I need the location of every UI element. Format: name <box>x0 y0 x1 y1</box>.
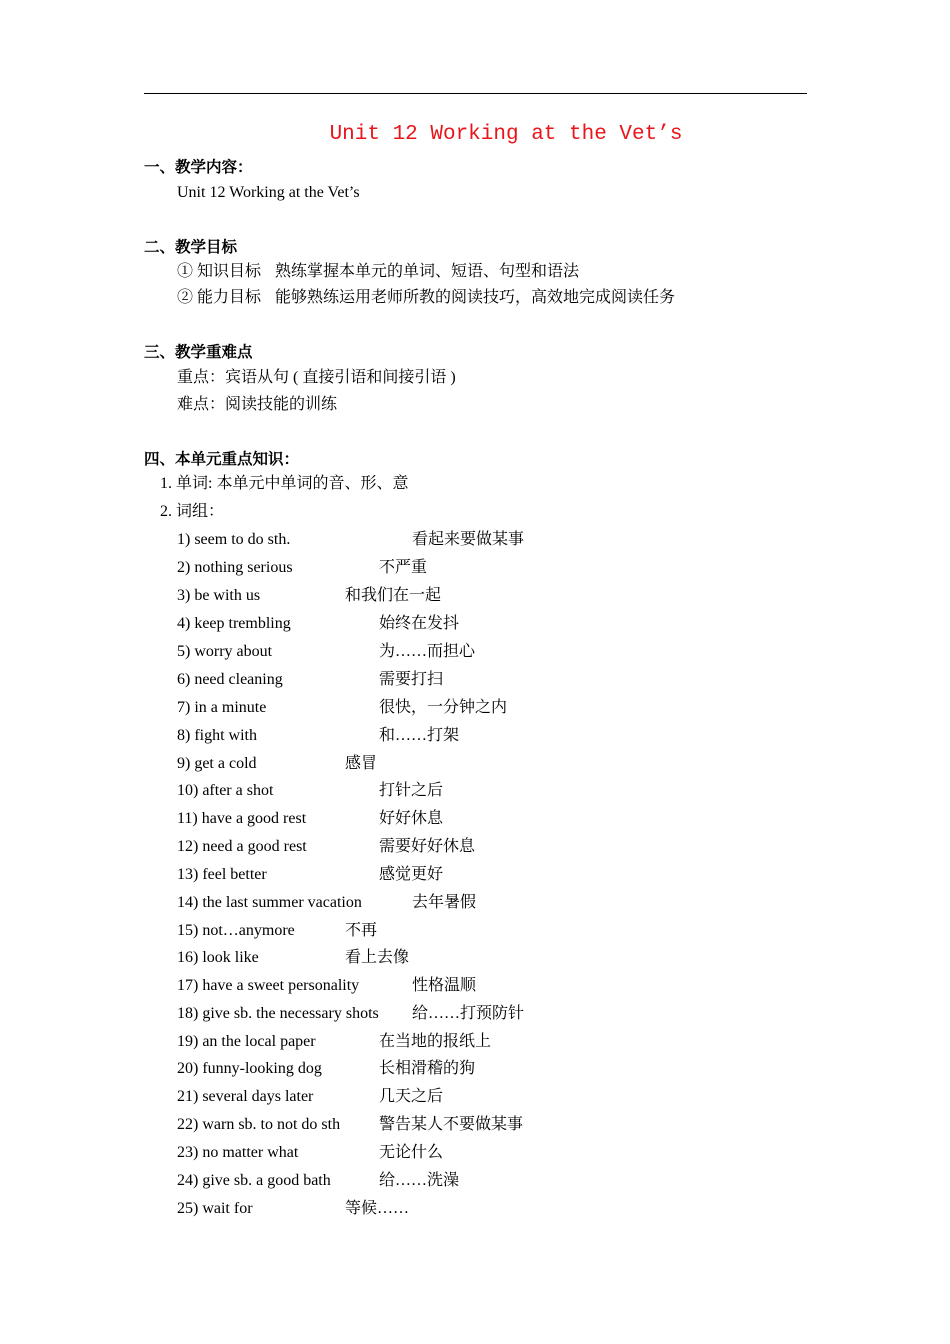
section-4-heading: 四、本单元重点知识： <box>144 450 300 468</box>
phrase-en: 7) in a minute <box>177 699 267 716</box>
phrase-en: 9) get a cold <box>177 755 257 772</box>
phrase-en: 23) no matter what <box>177 1144 299 1161</box>
phrase-cn: 和我们在一起 <box>345 587 442 604</box>
phrase-cn: 很快，一分钟之内 <box>379 699 508 716</box>
phrase-cn: 在当地的报纸上 <box>379 1033 492 1050</box>
phrase-cn: 给……打预防针 <box>412 1005 525 1022</box>
phrase-en: 4) keep trembling <box>177 615 291 632</box>
phrase-en: 21) several days later <box>177 1088 314 1105</box>
phrase-cn: 为……而担心 <box>379 643 476 660</box>
phrase-en: 17) have a sweet personality <box>177 977 360 994</box>
phrase-en: 3) be with us <box>177 587 261 604</box>
phrase-cn: 性格温顺 <box>412 977 477 994</box>
phrase-cn: 几天之后 <box>379 1088 444 1105</box>
objective-1-marker: ① <box>177 263 194 280</box>
vocab-item: 1. 单词: 本单元中单词的音、形、意 <box>160 475 409 492</box>
objective-2-text: 能够熟练运用老师所教的阅读技巧，高效地完成阅读任务 <box>275 289 676 306</box>
difficult-point: 难点：阅读技能的训练 <box>177 396 338 413</box>
phrase-en: 5) worry about <box>177 643 273 660</box>
phrase-en: 11) have a good rest <box>177 810 307 827</box>
phrase-en: 2) nothing serious <box>177 559 293 576</box>
phrase-cn: 和……打架 <box>379 727 460 744</box>
phrase-en: 6) need cleaning <box>177 671 283 688</box>
phrase-cn: 感觉更好 <box>379 866 444 883</box>
phrase-cn: 看上去像 <box>345 949 410 966</box>
objective-1 <box>177 262 579 282</box>
phrase-cn: 打针之后 <box>379 782 444 799</box>
phrase-cn: 无论什么 <box>379 1144 444 1161</box>
key-point: 重点：宾语从句 ( 直接引语和间接引语 ) <box>177 369 456 386</box>
section-2-heading: 二、教学目标 <box>144 238 238 256</box>
objective-1-label: 知识目标 <box>197 263 262 280</box>
phrase-cn: 不再 <box>345 922 378 939</box>
phrase-en: 12) need a good rest <box>177 838 307 855</box>
phrase-en: 16) look like <box>177 949 259 966</box>
phrase-en: 24) give sb. a good bath <box>177 1172 331 1189</box>
phrase-cn: 不严重 <box>379 559 428 576</box>
phrase-cn: 感冒 <box>345 755 378 772</box>
phrase-cn: 需要好好休息 <box>379 838 476 855</box>
phrase-en: 19) an the local paper <box>177 1033 316 1050</box>
objective-1-text: 熟练掌握本单元的单词、短语、句型和语法 <box>275 263 580 280</box>
section-1-heading: 一、教学内容： <box>144 158 253 176</box>
document-title: Unit 12 Working at the Vet’s <box>329 123 683 146</box>
objective-2-marker: ② <box>177 289 194 306</box>
objective-2-label: 能力目标 <box>197 289 262 306</box>
section-1-content: Unit 12 Working at the Vet’s <box>177 184 360 201</box>
phrase-en: 18) give sb. the necessary shots <box>177 1005 379 1022</box>
phrase-cn: 需要打扫 <box>379 671 444 688</box>
phrase-en: 15) not…anymore <box>177 922 295 939</box>
section-3-heading: 三、教学重难点 <box>144 343 253 361</box>
phrase-en: 14) the last summer vacation <box>177 894 362 911</box>
phrase-en: 1) seem to do sth. <box>177 531 291 548</box>
phrase-cn: 长相滑稽的狗 <box>379 1060 476 1077</box>
phrase-cn: 看起来要做某事 <box>412 531 525 548</box>
phrase-cn: 等候…… <box>345 1200 410 1217</box>
phrase-cn: 给……洗澡 <box>379 1172 460 1189</box>
phrase-en: 25) wait for <box>177 1200 253 1217</box>
phrase-cn: 去年暑假 <box>412 894 477 911</box>
header-rule <box>144 93 807 94</box>
phrase-en: 13) feel better <box>177 866 267 883</box>
phrase-en: 20) funny-looking dog <box>177 1060 322 1077</box>
phrase-en: 10) after a shot <box>177 782 274 799</box>
phrase-cn: 好好休息 <box>379 810 444 827</box>
phrase-en: 8) fight with <box>177 727 257 744</box>
phrase-en: 22) warn sb. to not do sth <box>177 1116 341 1133</box>
phrase-cn: 始终在发抖 <box>379 615 460 632</box>
phrases-item: 2. 词组： <box>160 503 225 520</box>
objective-2 <box>177 288 675 308</box>
phrase-cn: 警告某人不要做某事 <box>379 1116 524 1133</box>
